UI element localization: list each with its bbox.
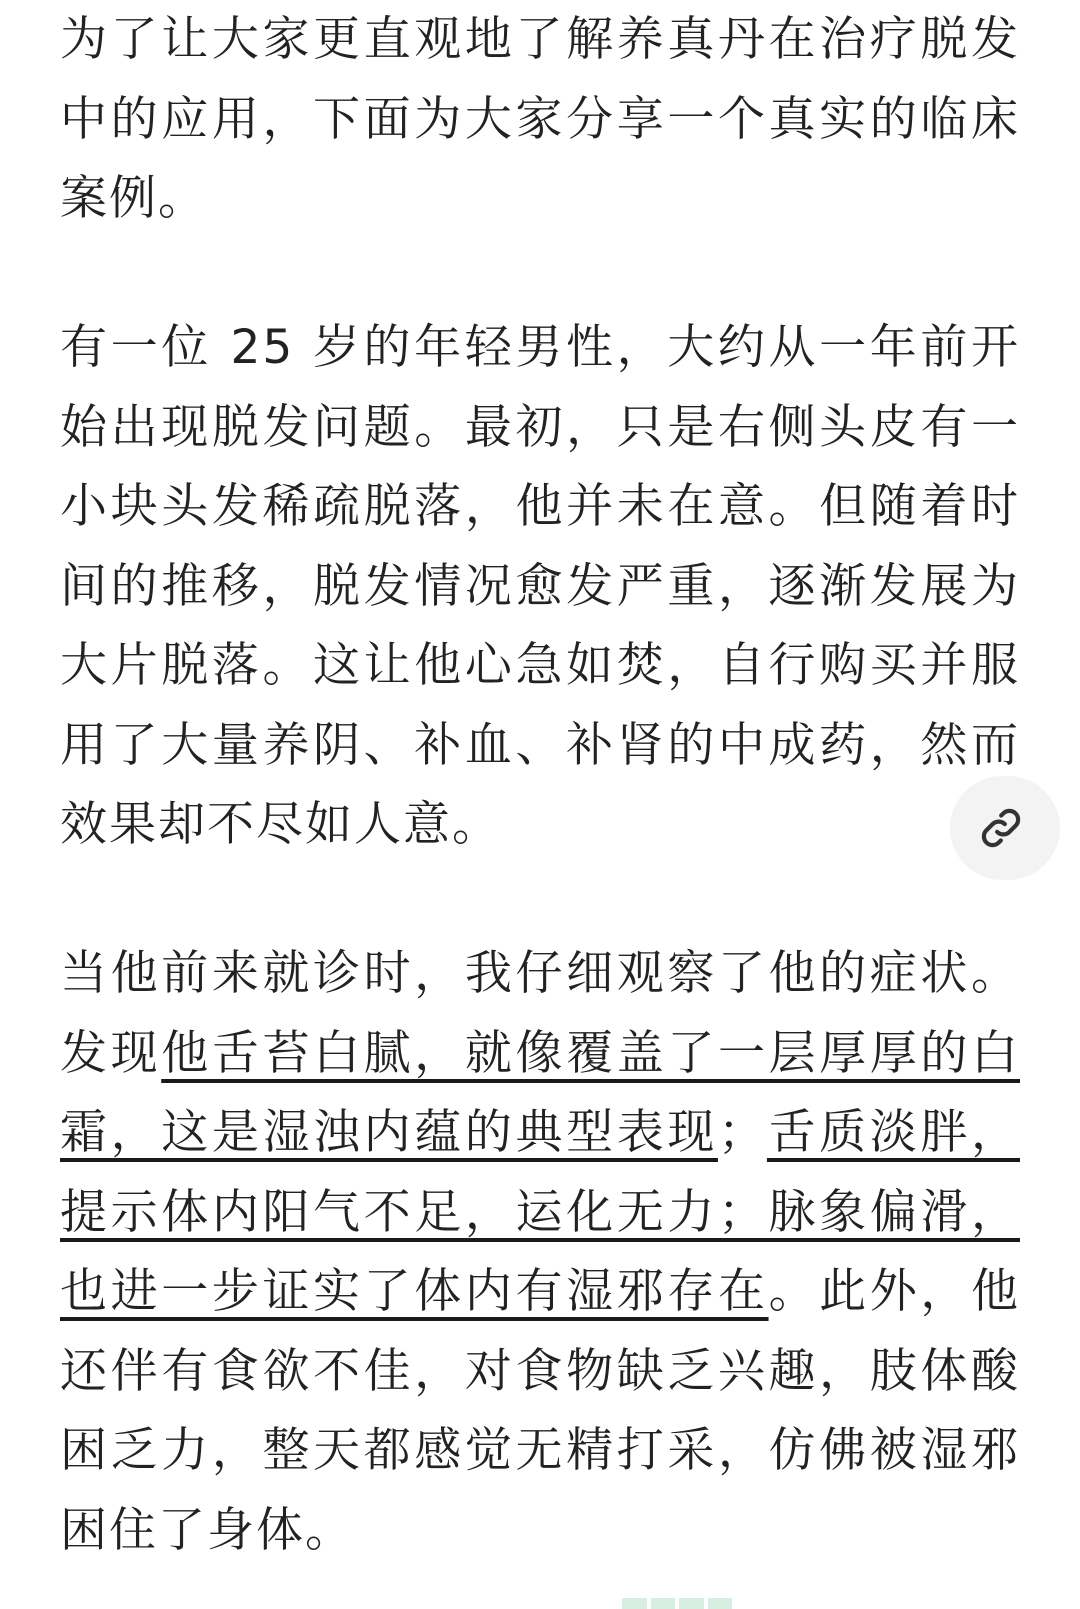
link-icon xyxy=(978,805,1024,851)
separator-semicolon: ； xyxy=(717,1105,767,1160)
bottom-decoration xyxy=(622,1598,732,1609)
underlined-tongue-pulse: 舌质淡胖，提示体内阳气不足，运化无力；脉象偏滑，也进一步证实了体内有湿邪存在 xyxy=(60,1105,1021,1319)
diagnosis-rest-text: 。此外，他还伴有食欲不佳，对食物缺乏兴趣，肢体酸困乏力，整天都感觉无精打采，仿佛被湿邪困住了身体。 xyxy=(60,1264,1021,1558)
paragraph-patient-history: 有一位 25 岁的年轻男性，大约从一年前开始出现脱发问题。最初，只是右侧头皮有一小块头发稀疏脱落，他并未在意。但随着时间的推移，脱发情况愈发严重，逐渐发展为大片脱落。这让他心急如焚，自行购买并服用了大量养阴、补血、补肾的中成药，然而效果却不尽如人意。 xyxy=(60,320,1020,852)
underlined-tongue-coating: 他舌苔白腻，就像覆盖了一层厚厚的白霜，这是湿浊内蕴的典型表现 xyxy=(60,1025,1021,1160)
paragraph-diagnosis xyxy=(60,934,1020,1570)
diagnosis-intro-text: 当他前来就诊时，我仔细观察了他的症状。发现 xyxy=(60,946,1020,1081)
copy-link-button[interactable] xyxy=(950,776,1060,880)
paragraph-intro: 为了让大家更直观地了解养真丹在治疗脱发中的应用，下面为大家分享一个真实的临床案例。 xyxy=(60,12,1020,226)
